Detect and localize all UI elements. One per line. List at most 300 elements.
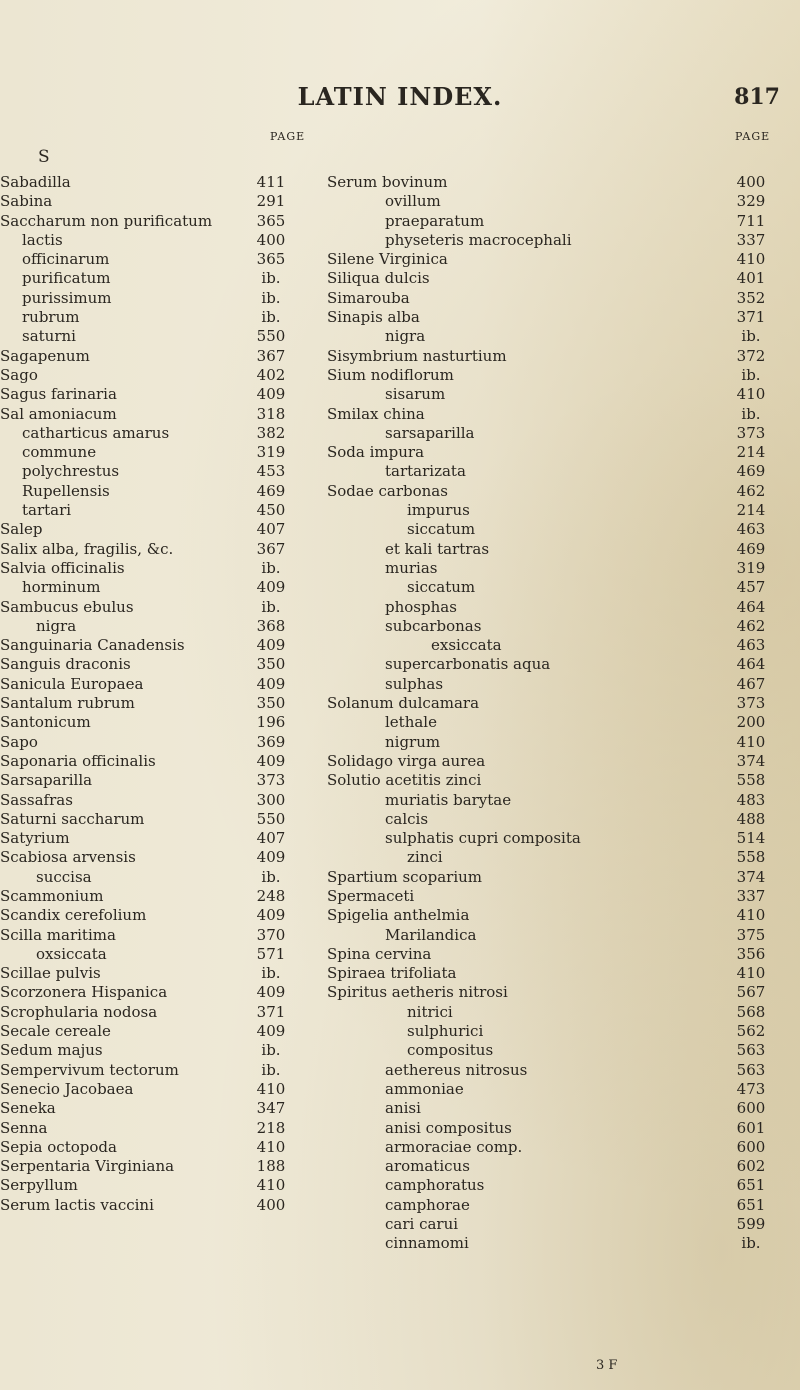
index-entry: [0, 1022, 300, 1041]
index-term: Sium nodiflorum: [327, 365, 454, 384]
index-entry: [0, 1157, 300, 1176]
index-term: commune: [22, 443, 97, 462]
index-entry: [0, 733, 300, 752]
index-term: Sanicula Europaea: [0, 674, 144, 693]
index-term: Sabina: [0, 192, 53, 211]
index-term: Serpyllum: [0, 1176, 78, 1195]
index-page-ref: 409: [256, 636, 286, 655]
index-entry: [0, 791, 300, 810]
index-term: calcis: [385, 809, 429, 828]
index-term: Sodae carbonas: [327, 481, 448, 500]
index-page-ref: 407: [256, 829, 286, 848]
index-page-ref: 651: [736, 1176, 766, 1195]
index-term: nigra: [385, 327, 426, 346]
index-term: sulphas: [385, 674, 444, 693]
running-head: [0, 82, 800, 112]
index-term: Rupellensis: [22, 481, 110, 500]
index-term: phosphas: [385, 597, 457, 616]
index-entry: [0, 1196, 300, 1215]
index-term: camphorae: [385, 1195, 470, 1214]
index-entry: [327, 250, 787, 269]
index-term: subcarbonas: [385, 616, 482, 635]
index-term: Scandix cerefolium: [0, 906, 147, 925]
index-entry: [0, 173, 300, 192]
index-page-ref: 402: [256, 365, 286, 384]
index-entry: [0, 964, 300, 983]
index-page-ref: 488: [736, 809, 766, 828]
index-entry: [327, 405, 787, 424]
index-entry: [327, 1041, 787, 1060]
index-page-ref: 401: [736, 269, 766, 288]
index-page-ref: 410: [736, 250, 766, 269]
index-term: sarsaparilla: [385, 423, 475, 442]
index-term: Spigelia anthelmia: [327, 906, 470, 925]
index-entry: [0, 906, 300, 925]
index-page-ref: 374: [736, 751, 766, 770]
index-page-ref: 409: [256, 906, 286, 925]
index-term: polychrestus: [22, 462, 120, 481]
index-term: Serum bovinum: [327, 173, 448, 191]
index-term: Salep: [0, 520, 43, 539]
index-page-ref: 375: [736, 925, 766, 944]
index-entry: [327, 1196, 787, 1215]
index-page-ref: 409: [256, 848, 286, 867]
index-page-ref: 711: [736, 211, 766, 230]
index-term: Sagapenum: [0, 346, 90, 365]
index-entry: [327, 983, 787, 1002]
index-term: horminum: [22, 578, 101, 597]
index-entry: [327, 1157, 787, 1176]
index-term: Marilandica: [385, 925, 477, 944]
index-page-ref: ib.: [741, 1234, 761, 1253]
index-entry: [0, 752, 300, 771]
index-term: officinarum: [22, 250, 110, 269]
index-page-ref: 563: [736, 1060, 766, 1079]
index-page-ref: 365: [256, 250, 286, 269]
index-page-ref: 410: [256, 1176, 286, 1195]
index-entry: [327, 810, 787, 829]
index-entry: [327, 617, 787, 636]
index-page-ref: 319: [256, 443, 286, 462]
index-term: ovillum: [385, 192, 441, 211]
index-term: Spiritus aetheris nitrosi: [327, 983, 508, 1002]
index-page-ref: 367: [256, 539, 286, 558]
index-entry: [327, 173, 787, 192]
index-entry: [0, 443, 300, 462]
index-page-ref: ib.: [261, 308, 281, 327]
index-page-ref: 599: [736, 1215, 766, 1234]
index-term: Scillae pulvis: [0, 964, 101, 983]
index-term: aethereus nitrosus: [385, 1060, 528, 1079]
index-page-ref: 409: [256, 578, 286, 597]
index-page-ref: ib.: [261, 269, 281, 288]
column-headers: [0, 130, 800, 150]
index-entry: [327, 1215, 787, 1234]
index-entry: [327, 1080, 787, 1099]
index-entry: [0, 1138, 300, 1157]
index-entry: [0, 578, 300, 597]
index-page-ref: 373: [256, 771, 286, 790]
index-term: Saccharum non purificatum: [0, 211, 213, 230]
index-entry: [0, 424, 300, 443]
index-term: Sanguinaria Canadensis: [0, 636, 185, 655]
index-term: Sempervivum tectorum: [0, 1060, 179, 1079]
index-entry: [327, 520, 787, 539]
index-page-ref: ib.: [741, 404, 761, 423]
index-term: Scorzonera Hispanica: [0, 983, 168, 1002]
index-term: rubrum: [22, 308, 80, 327]
right-page-header: PAGE: [735, 130, 771, 143]
index-term: supercarbonatis aqua: [385, 655, 551, 674]
index-page-ref: 410: [736, 964, 766, 983]
index-page-ref: 473: [736, 1079, 766, 1098]
index-term: Smilax china: [327, 404, 425, 423]
index-page-ref: 400: [256, 230, 286, 249]
index-term: Sagus farinaria: [0, 385, 117, 404]
index-entry: [0, 655, 300, 674]
index-term: oxsiccata: [36, 944, 107, 963]
index-page-ref: 350: [256, 655, 286, 674]
index-page-ref: 450: [256, 501, 286, 520]
index-entry: [0, 192, 300, 211]
index-entry: [327, 385, 787, 404]
index-page-ref: 600: [736, 1137, 766, 1156]
index-page-ref: 464: [736, 655, 766, 674]
index-entry: [327, 1119, 787, 1138]
index-entry: [327, 733, 787, 752]
index-term: Spiraea trifoliata: [327, 964, 457, 983]
index-term: Santonicum: [0, 713, 91, 732]
index-term: lethale: [385, 713, 437, 732]
index-entry: [0, 694, 300, 713]
index-page-ref: 467: [736, 674, 766, 693]
index-page-ref: 409: [256, 1022, 286, 1041]
index-entry: [327, 1099, 787, 1118]
index-entry: [327, 945, 787, 964]
index-page-ref: 463: [736, 636, 766, 655]
index-entry: [0, 520, 300, 539]
index-entry: [327, 848, 787, 867]
index-page-ref: 347: [256, 1099, 286, 1118]
index-page-ref: 352: [736, 288, 766, 307]
index-page-ref: 329: [736, 192, 766, 211]
index-entry: [0, 212, 300, 231]
index-entry: [327, 327, 787, 346]
index-term: sisarum: [385, 385, 446, 404]
index-term: camphoratus: [385, 1176, 485, 1195]
right-index-column: [327, 173, 787, 1254]
index-page-ref: 409: [256, 674, 286, 693]
index-page-ref: 410: [256, 1137, 286, 1156]
page-title: LATIN INDEX.: [297, 82, 503, 111]
index-term: Sapo: [0, 732, 38, 751]
index-page-ref: 462: [736, 481, 766, 500]
index-entry: [0, 289, 300, 308]
index-term: Scilla maritima: [0, 925, 116, 944]
index-entry: [327, 1234, 787, 1253]
index-page-ref: ib.: [261, 597, 281, 616]
index-entry: [0, 1080, 300, 1099]
index-page-ref: ib.: [261, 1060, 281, 1079]
index-page-ref: 483: [736, 790, 766, 809]
index-page-ref: 602: [736, 1157, 766, 1176]
index-term: Solidago virga aurea: [327, 751, 486, 770]
index-entry: [327, 1176, 787, 1195]
index-entry: [327, 559, 787, 578]
index-term: Sarsaparilla: [0, 771, 93, 790]
index-page-ref: 370: [256, 925, 286, 944]
index-term: cari carui: [385, 1215, 459, 1234]
page-number: 817: [734, 84, 780, 110]
index-term: purificatum: [22, 269, 111, 288]
index-page-ref: 409: [256, 751, 286, 770]
index-page-ref: 464: [736, 597, 766, 616]
index-term: succisa: [36, 867, 92, 886]
index-page-ref: 196: [256, 713, 286, 732]
index-page-ref: 558: [736, 848, 766, 867]
index-page-ref: ib.: [261, 964, 281, 983]
index-term: compositus: [407, 1041, 494, 1060]
section-letter: S: [38, 147, 50, 167]
index-entry: [327, 636, 787, 655]
index-page-ref: 409: [256, 385, 286, 404]
index-term: praeparatum: [385, 211, 485, 230]
index-entry: [0, 713, 300, 732]
index-entry: [0, 1176, 300, 1195]
index-page-ref: 350: [256, 694, 286, 713]
index-page-ref: 373: [736, 423, 766, 442]
index-entry: [327, 269, 787, 288]
index-term: purissimum: [22, 288, 112, 307]
index-entry: [327, 366, 787, 385]
index-page-ref: 367: [256, 346, 286, 365]
index-term: Spermaceti: [327, 886, 415, 905]
index-entry: [0, 347, 300, 366]
index-term: Soda impura: [327, 443, 425, 462]
index-entry: [0, 887, 300, 906]
index-term: saturni: [22, 327, 76, 346]
index-entry: [0, 366, 300, 385]
index-entry: [327, 540, 787, 559]
index-entry: [0, 385, 300, 404]
index-entry: [0, 250, 300, 269]
index-page-ref: 571: [256, 944, 286, 963]
index-page-ref: 373: [736, 694, 766, 713]
index-page-ref: 568: [736, 1002, 766, 1021]
index-entry: [0, 675, 300, 694]
signature-mark: 3 F: [596, 1358, 618, 1373]
index-entry: [327, 655, 787, 674]
index-page-ref: 300: [256, 790, 286, 809]
index-term: Serpentaria Virginiana: [0, 1157, 175, 1176]
index-entry: [327, 771, 787, 790]
index-page-ref: 601: [736, 1118, 766, 1137]
index-term: Solanum dulcamara: [327, 694, 480, 713]
index-term: anisi compositus: [385, 1118, 512, 1137]
index-page-ref: 371: [256, 1002, 286, 1021]
index-term: Senna: [0, 1118, 48, 1137]
index-page-ref: 411: [256, 173, 286, 191]
index-page-ref: 563: [736, 1041, 766, 1060]
index-term: Solutio acetitis zinci: [327, 771, 482, 790]
index-term: muriatis barytae: [385, 790, 512, 809]
index-term: ammoniae: [385, 1079, 464, 1098]
index-page-ref: 462: [736, 616, 766, 635]
index-entry: [327, 347, 787, 366]
index-entry: [327, 887, 787, 906]
index-term: Simarouba: [327, 288, 410, 307]
index-page-ref: 453: [256, 462, 286, 481]
index-page-ref: 318: [256, 404, 286, 423]
index-page-ref: 368: [256, 616, 286, 635]
index-term: exsiccata: [431, 636, 502, 655]
index-entry: [0, 462, 300, 481]
index-entry: [0, 1061, 300, 1080]
index-entry: [0, 617, 300, 636]
index-page-ref: 410: [736, 732, 766, 751]
index-page-ref: 291: [256, 192, 286, 211]
index-entry: [0, 1003, 300, 1022]
index-term: sulphatis cupri composita: [385, 829, 581, 848]
index-page-ref: 400: [256, 1195, 286, 1214]
index-entry: [327, 1138, 787, 1157]
index-entry: [327, 482, 787, 501]
index-term: siccatum: [407, 578, 476, 597]
index-page-ref: 214: [736, 443, 766, 462]
left-index-column: [0, 173, 300, 1215]
index-entry: [0, 983, 300, 1002]
index-entry: [0, 1119, 300, 1138]
index-entry: [327, 231, 787, 250]
index-entry: [0, 540, 300, 559]
index-term: Scrophularia nodosa: [0, 1002, 158, 1021]
index-term: siccatum: [407, 520, 476, 539]
index-term: Sedum majus: [0, 1041, 103, 1060]
index-page-ref: 410: [736, 385, 766, 404]
index-entry: [0, 501, 300, 520]
index-page-ref: 400: [736, 173, 766, 191]
index-page-ref: ib.: [741, 365, 761, 384]
index-page-ref: 651: [736, 1195, 766, 1214]
index-entry: [0, 598, 300, 617]
index-entry: [327, 906, 787, 925]
index-page-ref: 409: [256, 983, 286, 1002]
index-page-ref: 337: [736, 230, 766, 249]
index-entry: [327, 192, 787, 211]
index-term: catharticus amarus: [22, 423, 170, 442]
index-term: Sinapis alba: [327, 308, 420, 327]
index-page-ref: ib.: [261, 867, 281, 886]
index-entry: [327, 443, 787, 462]
index-term: Salix alba, fragilis, &c.: [0, 539, 174, 558]
index-page-ref: 469: [256, 481, 286, 500]
index-entry: [327, 308, 787, 327]
index-page-ref: 600: [736, 1099, 766, 1118]
index-term: Siliqua dulcis: [327, 269, 430, 288]
index-entry: [327, 289, 787, 308]
index-page-ref: 562: [736, 1022, 766, 1041]
index-term: Scammonium: [0, 886, 104, 905]
index-term: lactis: [22, 230, 63, 249]
index-term: nigrum: [385, 732, 441, 751]
index-entry: [327, 675, 787, 694]
index-entry: [327, 578, 787, 597]
index-term: Serum lactis vaccini: [0, 1195, 154, 1214]
index-page-ref: 218: [256, 1118, 286, 1137]
index-entry: [0, 636, 300, 655]
index-entry: [327, 752, 787, 771]
index-entry: [0, 829, 300, 848]
index-entry: [327, 462, 787, 481]
index-entry: [0, 559, 300, 578]
index-entry: [327, 212, 787, 231]
index-term: armoraciae comp.: [385, 1137, 523, 1156]
index-term: Sisymbrium nasturtium: [327, 346, 507, 365]
index-term: Scabiosa arvensis: [0, 848, 136, 867]
index-page-ref: 374: [736, 867, 766, 886]
index-page-ref: ib.: [261, 1041, 281, 1060]
index-page-ref: ib.: [741, 327, 761, 346]
index-page-ref: 514: [736, 829, 766, 848]
index-entry: [327, 868, 787, 887]
index-page-ref: 188: [256, 1157, 286, 1176]
index-page-ref: 550: [256, 327, 286, 346]
index-page-ref: ib.: [261, 288, 281, 307]
index-entry: [0, 231, 300, 250]
index-page-ref: 319: [736, 558, 766, 577]
index-term: et kali tartras: [385, 539, 490, 558]
index-page-ref: 369: [256, 732, 286, 751]
index-entry: [0, 1041, 300, 1060]
index-term: Sassafras: [0, 790, 73, 809]
index-term: Saturni saccharum: [0, 809, 145, 828]
index-page-ref: 382: [256, 423, 286, 442]
index-entry: [0, 482, 300, 501]
index-entry: [327, 1003, 787, 1022]
index-term: Seneka: [0, 1099, 56, 1118]
index-page-ref: 371: [736, 308, 766, 327]
index-term: zinci: [407, 848, 443, 867]
index-page-ref: 356: [736, 944, 766, 963]
index-entry: [327, 694, 787, 713]
index-entry: [327, 424, 787, 443]
index-entry: [327, 829, 787, 848]
index-term: sulphurici: [407, 1022, 484, 1041]
index-page-ref: 550: [256, 809, 286, 828]
index-entry: [0, 405, 300, 424]
index-page-ref: 469: [736, 462, 766, 481]
index-term: cinnamomi: [385, 1234, 469, 1253]
index-term: impurus: [407, 501, 470, 520]
index-term: Spina cervina: [327, 944, 432, 963]
index-entry: [0, 327, 300, 346]
index-entry: [0, 308, 300, 327]
index-term: Sabadilla: [0, 173, 71, 191]
index-entry: [327, 713, 787, 732]
index-term: anisi: [385, 1099, 421, 1118]
index-entry: [0, 868, 300, 887]
index-entry: [327, 1022, 787, 1041]
index-page-ref: 469: [736, 539, 766, 558]
index-page-ref: 567: [736, 983, 766, 1002]
index-term: nitrici: [407, 1002, 453, 1021]
index-page-ref: 337: [736, 886, 766, 905]
index-entry: [327, 501, 787, 520]
index-term: Senecio Jacobaea: [0, 1079, 134, 1098]
index-term: Satyrium: [0, 829, 70, 848]
index-entry: [0, 771, 300, 790]
index-page-ref: 248: [256, 886, 286, 905]
